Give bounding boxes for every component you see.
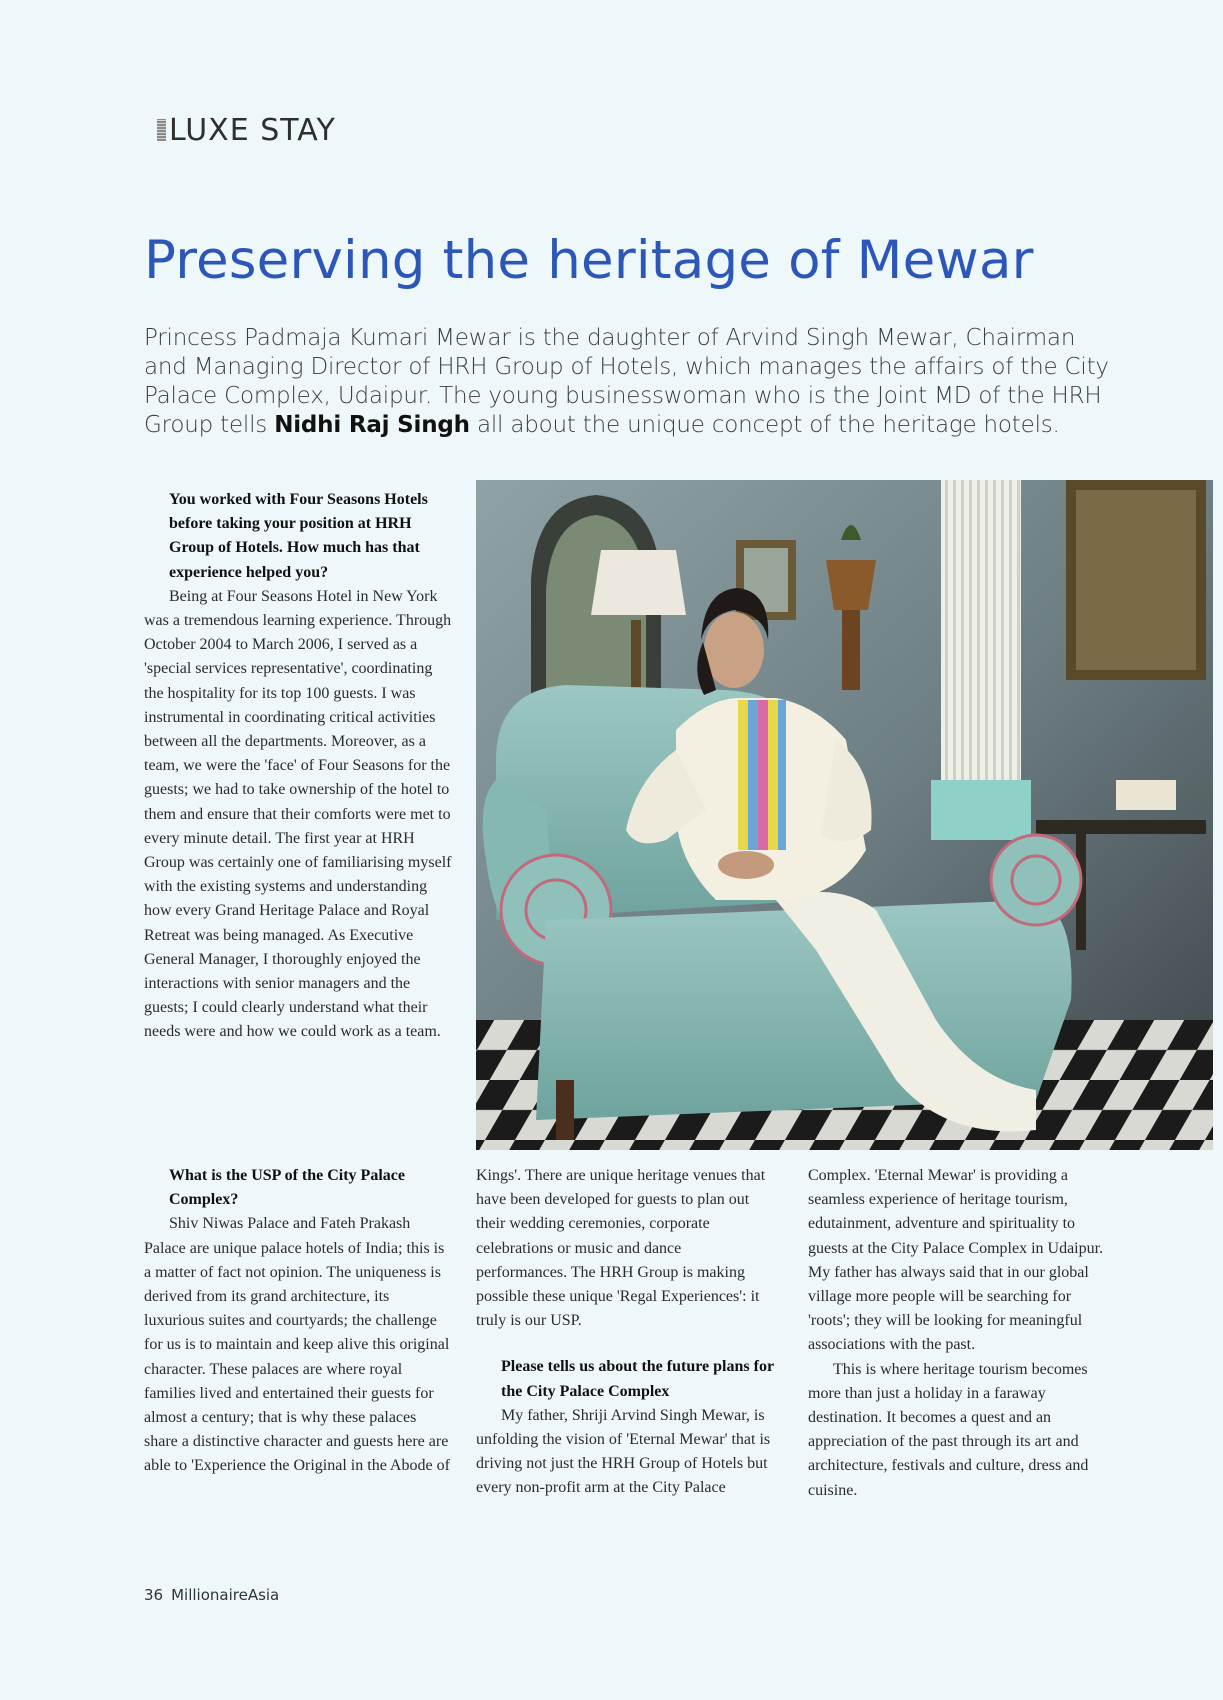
column-2: [476, 1164, 776, 1501]
column-1-bottom: [144, 1164, 452, 1479]
section-tag-mark: [157, 119, 166, 141]
section-tag: [157, 112, 336, 148]
answer-four-seasons: Being at Four Seasons Hotel in New York was a tremendous learning experience. Through October 2004 to March 2006, I served as a 'special services representative', coordinating the hospitality for its top 100 guests. I was instrumental in coordinating critical activities between all the departments. Moreover, as a team, we were the 'face' of Four Seasons for the guests; we had to take ownership of the hotel to them and ensure that their comforts were met to every minute detail. The first year at HRH Group was certainly one of familiarising myself with the existing systems and understanding how every Grand Heritage Palace and Royal Retreat was being managed. As Executive General Manager, I thoroughly enjoyed the interactions with senior managers and the guests; I could clearly understand what their needs were and how we could work as a team.: [144, 587, 452, 1041]
question-usp: What is the USP of the City Palace Complex?: [169, 1167, 405, 1209]
portrait-photo: [476, 480, 1213, 1150]
answer-future-plans-part2: Complex. 'Eternal Mewar' is providing a seamless experience of heritage tourism, edutainment, adventure and spirituality to guests at the City Palace Complex in Udaipur. My father has always said that in our global village more people will be searching for 'roots'; they will be looking for meaningful associations with the past.: [808, 1167, 1104, 1354]
column-1-top: [144, 488, 452, 1045]
intro-paragraph: [144, 324, 1124, 440]
answer-future-plans-part3: This is where heritage tourism becomes more than just a holiday in a faraway destination. It becomes a quest and an appreciation of the past through its art and architecture, festivals and culture, dress and cuisine.: [808, 1360, 1089, 1499]
column-3: [808, 1164, 1113, 1503]
answer-usp-part1: Shiv Niwas Palace and Fateh Prakash Palace are unique palace hotels of India; this is a matter of fact not opinion. The uniqueness is derived from its grand architecture, its luxurious suites and courtyards; the challenge for us is to maintain and keep alive this original character. These palaces are where royal families lived and entertained their guests for almost a century; that is why these palaces share a distinctive character and guests here are able to 'Experience the Original in the Abode of: [144, 1215, 450, 1475]
answer-usp-part2: Kings'. There are unique heritage venues that have been developed for guests to plan out their wedding ceremonies, corporate celebrations or music and dance performances. The HRH Group is making possible these unique 'Regal Experiences': it truly is our USP.: [476, 1167, 766, 1330]
magazine-name: MillionaireAsia: [171, 1586, 280, 1604]
author-name: Nidhi Raj Singh: [274, 412, 470, 438]
intro-text-after: all about the unique concept of the heritage hotels.: [469, 412, 1060, 438]
question-future-plans: Please tells us about the future plans for the City Palace Complex: [501, 1358, 774, 1400]
page-number: 36: [144, 1586, 164, 1604]
question-four-seasons: You worked with Four Seasons Hotels before taking your position at HRH Group of Hotels. How much has that experience helped you?: [169, 491, 428, 581]
intro-text-before: Princess Padmaja Kumari Mewar is the daughter of Arvind Singh Mewar, Chairman and Managing Director of HRH Group of Hotels, which manages the affairs of the City Palace Complex, Udaipur. The young businesswoman who is the Joint MD of the HRH Group tells: [144, 325, 1109, 438]
answer-future-plans-part1: My father, Shriji Arvind Singh Mewar, is unfolding the vision of 'Eternal Mewar' that is driving not just the HRH Group of Hotels but every non-profit arm at the City Palace: [476, 1406, 771, 1497]
headline: Preserving the heritage of Mewar: [144, 230, 1034, 291]
page-footer: [144, 1586, 279, 1604]
section-tag-text: LUXE STAY: [169, 112, 336, 148]
